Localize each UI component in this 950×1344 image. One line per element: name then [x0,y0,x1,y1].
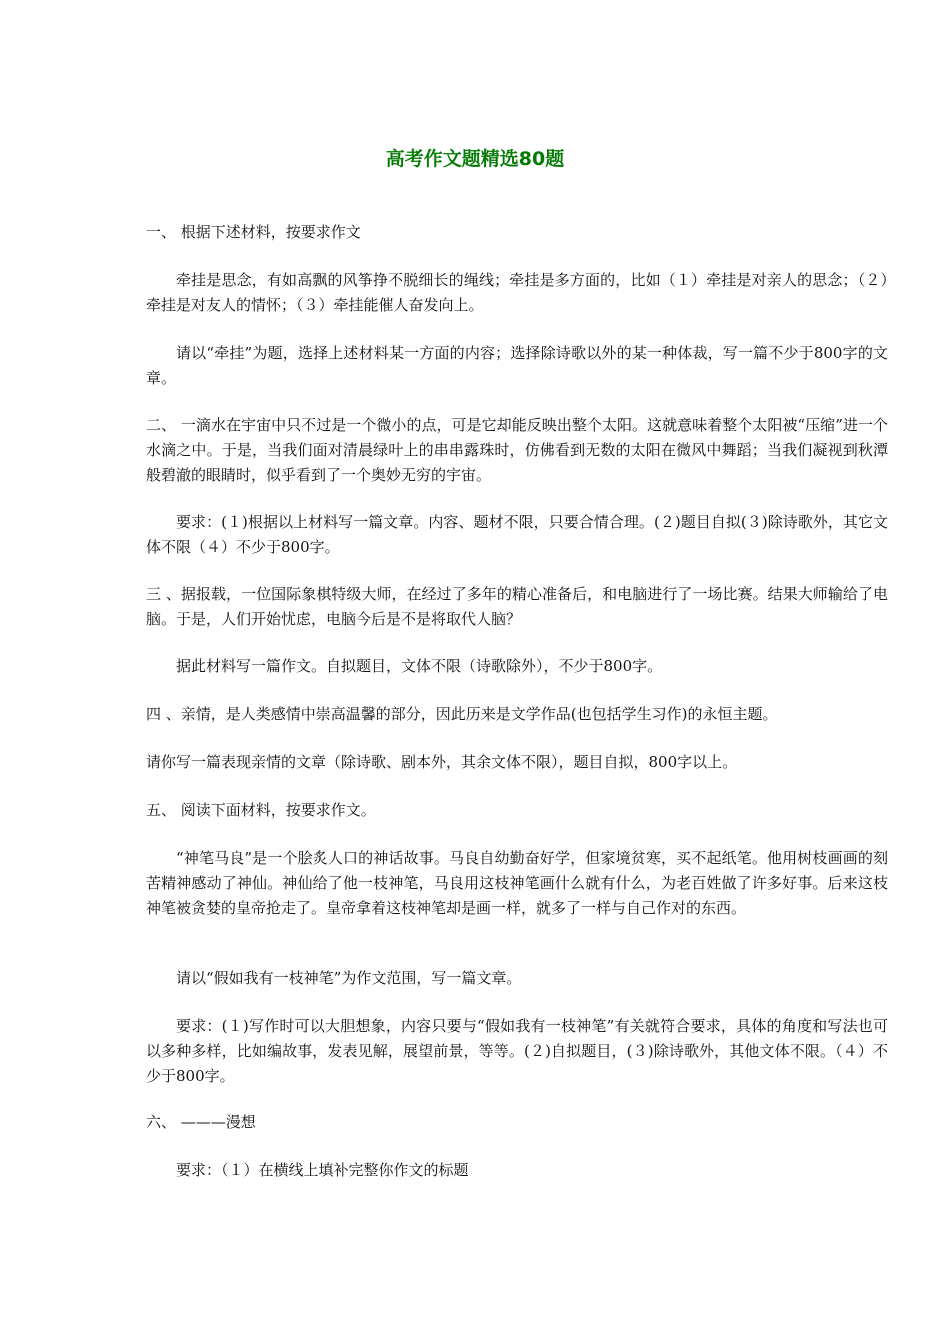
section-5-material: “神笔马良”是一个脍炙人口的神话故事。马良自幼勤奋好学，但家境贫寒，买不起纸笔。他用树枝画画的刻苦精神感动了神仙。神仙给了他一枝神笔，马良用这枝神笔画什么就有什么，为老百姓做了许多好事。后来这枝神笔被贪婪的皇帝抢走了。皇帝拿着这枝神笔却是画一样，就多了一样与自己作对的东西。 [146,849,888,917]
section-5-prompt: 请以“假如我有一枝神笔”为作文范围，写一篇文章。 [176,969,522,987]
section-1-heading: 一、 根据下述材料，按要求作文 [146,223,361,241]
section-2-material: 二、 一滴水在宇宙中只不过是一个微小的点，可是它却能反映出整个太阳。这就意味着整个太阳被“压缩”进一个水滴之中。于是，当我们面对清晨绿叶上的串串露珠时，仿佛看到无数的太阳在微风中舞蹈；当我们凝视到秋潭般碧澈的眼睛时，似乎看到了一个奥妙无穷的宇宙。 [146,416,888,484]
section-1-material: 牵挂是思念，有如高飘的风筝挣不脱细长的绳线；牵挂是多方面的，比如（１）牵挂是对亲人的思念；（２）牵挂是对友人的情怀；（３）牵挂能催人奋发向上。 [146,271,888,314]
section-6-requirement: 要求：（１）在横线上填补完整你作文的标题 [176,1161,469,1179]
section-3-requirement: 据此材料写一篇作文。自拟题目，文体不限（诗歌除外），不少于800字。 [176,657,663,675]
section-6-heading: 六、 ———漫想 [146,1113,256,1131]
section-4-material: 四 、亲情，是人类感情中崇高温馨的部分，因此历来是文学作品(也包括学生习作)的永恒主题。 [146,705,778,723]
section-2-requirement: 要求：(１)根据以上材料写一篇文章。内容、题材不限，只要合情合理。(２)题目自拟(３)除诗歌外，其它文体不限（４）不少于800字。 [146,513,888,556]
section-4-requirement: 请你写一篇表现亲情的文章（除诗歌、剧本外，其余文体不限），题目自拟，800字以上。 [146,753,738,771]
section-5-heading: 五、 阅读下面材料，按要求作文。 [146,801,376,819]
section-5-requirement: 要求：(１)写作时可以大胆想象，内容只要与“假如我有一枝神笔”有关就符合要求，具体的角度和写法也可以多种多样，比如编故事，发表见解，展望前景，等等。(２)自拟题目，(３)除诗歌外，其他文体不限。（４）不少于800字。 [146,1017,888,1085]
section-1-requirement: 请以“牵挂”为题，选择上述材料某一方面的内容；选择除诗歌以外的某一种体裁，写一篇不少于800字的文章。 [146,344,888,387]
document-title: 高考作文题精选80题 [385,148,565,170]
section-3-material: 三 、据报载，一位国际象棋特级大师，在经过了多年的精心准备后，和电脑进行了一场比赛。结果大师输给了电脑。于是，人们开始忧虑，电脑今后是不是将取代人脑？ [146,585,888,628]
